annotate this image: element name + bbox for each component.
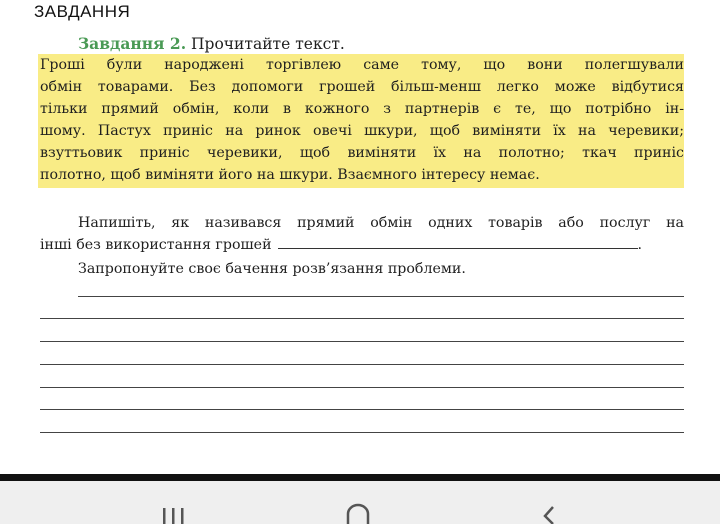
paragraph-line: обмін товарами. Без допомоги грошей більш-менш легко може відбутися: [40, 79, 684, 95]
recent-apps-icon: [155, 481, 195, 524]
answer-line[interactable]: [40, 341, 684, 342]
home-icon: [340, 481, 380, 524]
paragraph-line: полотно, щоб виміняти його на шкури. Взаємного інтересу немає.: [40, 167, 540, 183]
paragraph-line: шому. Пастух приніс на ринок овечі шкури, щоб виміняти їх на черевики;: [40, 123, 684, 139]
question-1-text: інші без використання грошей: [40, 237, 272, 253]
task-instruction: Прочитайте текст.: [191, 35, 345, 53]
question-1-line-2: [40, 234, 642, 256]
answer-line[interactable]: [40, 364, 684, 365]
answer-line[interactable]: [40, 318, 684, 319]
task-heading: [78, 34, 345, 54]
task-label: Завдання 2.: [78, 34, 187, 53]
back-button[interactable]: [510, 481, 580, 524]
paragraph-line: тільки прямий обмін, коли в кожного з партнерів є те, що потрібно ін-: [40, 101, 684, 117]
question-2: Запропонуйте своє бачення розв’язання проблеми.: [78, 261, 466, 277]
answer-line[interactable]: [78, 296, 684, 297]
question-1-line-1: Напишіть, як називався прямий обмін одних товарів або послуг на: [78, 215, 684, 231]
bottom-edge-bar: [0, 474, 720, 481]
answer-line[interactable]: [40, 409, 684, 410]
answer-blank[interactable]: [278, 234, 638, 249]
android-navigation-bar: [0, 481, 720, 524]
question-1-end: .: [637, 237, 643, 253]
answer-line[interactable]: [40, 432, 684, 433]
home-button[interactable]: [325, 481, 395, 524]
back-icon: [525, 481, 565, 524]
recent-apps-button[interactable]: [140, 481, 210, 524]
answer-line[interactable]: [40, 387, 684, 388]
paragraph-line: Гроші були народжені торгівлею саме тому, що вони полегшували: [40, 57, 684, 73]
page-header: ЗАВДАННЯ: [34, 2, 131, 21]
paragraph-line: взуттьовик приніс черевики, щоб виміняти їх на полотно; ткач приніс: [40, 145, 684, 161]
